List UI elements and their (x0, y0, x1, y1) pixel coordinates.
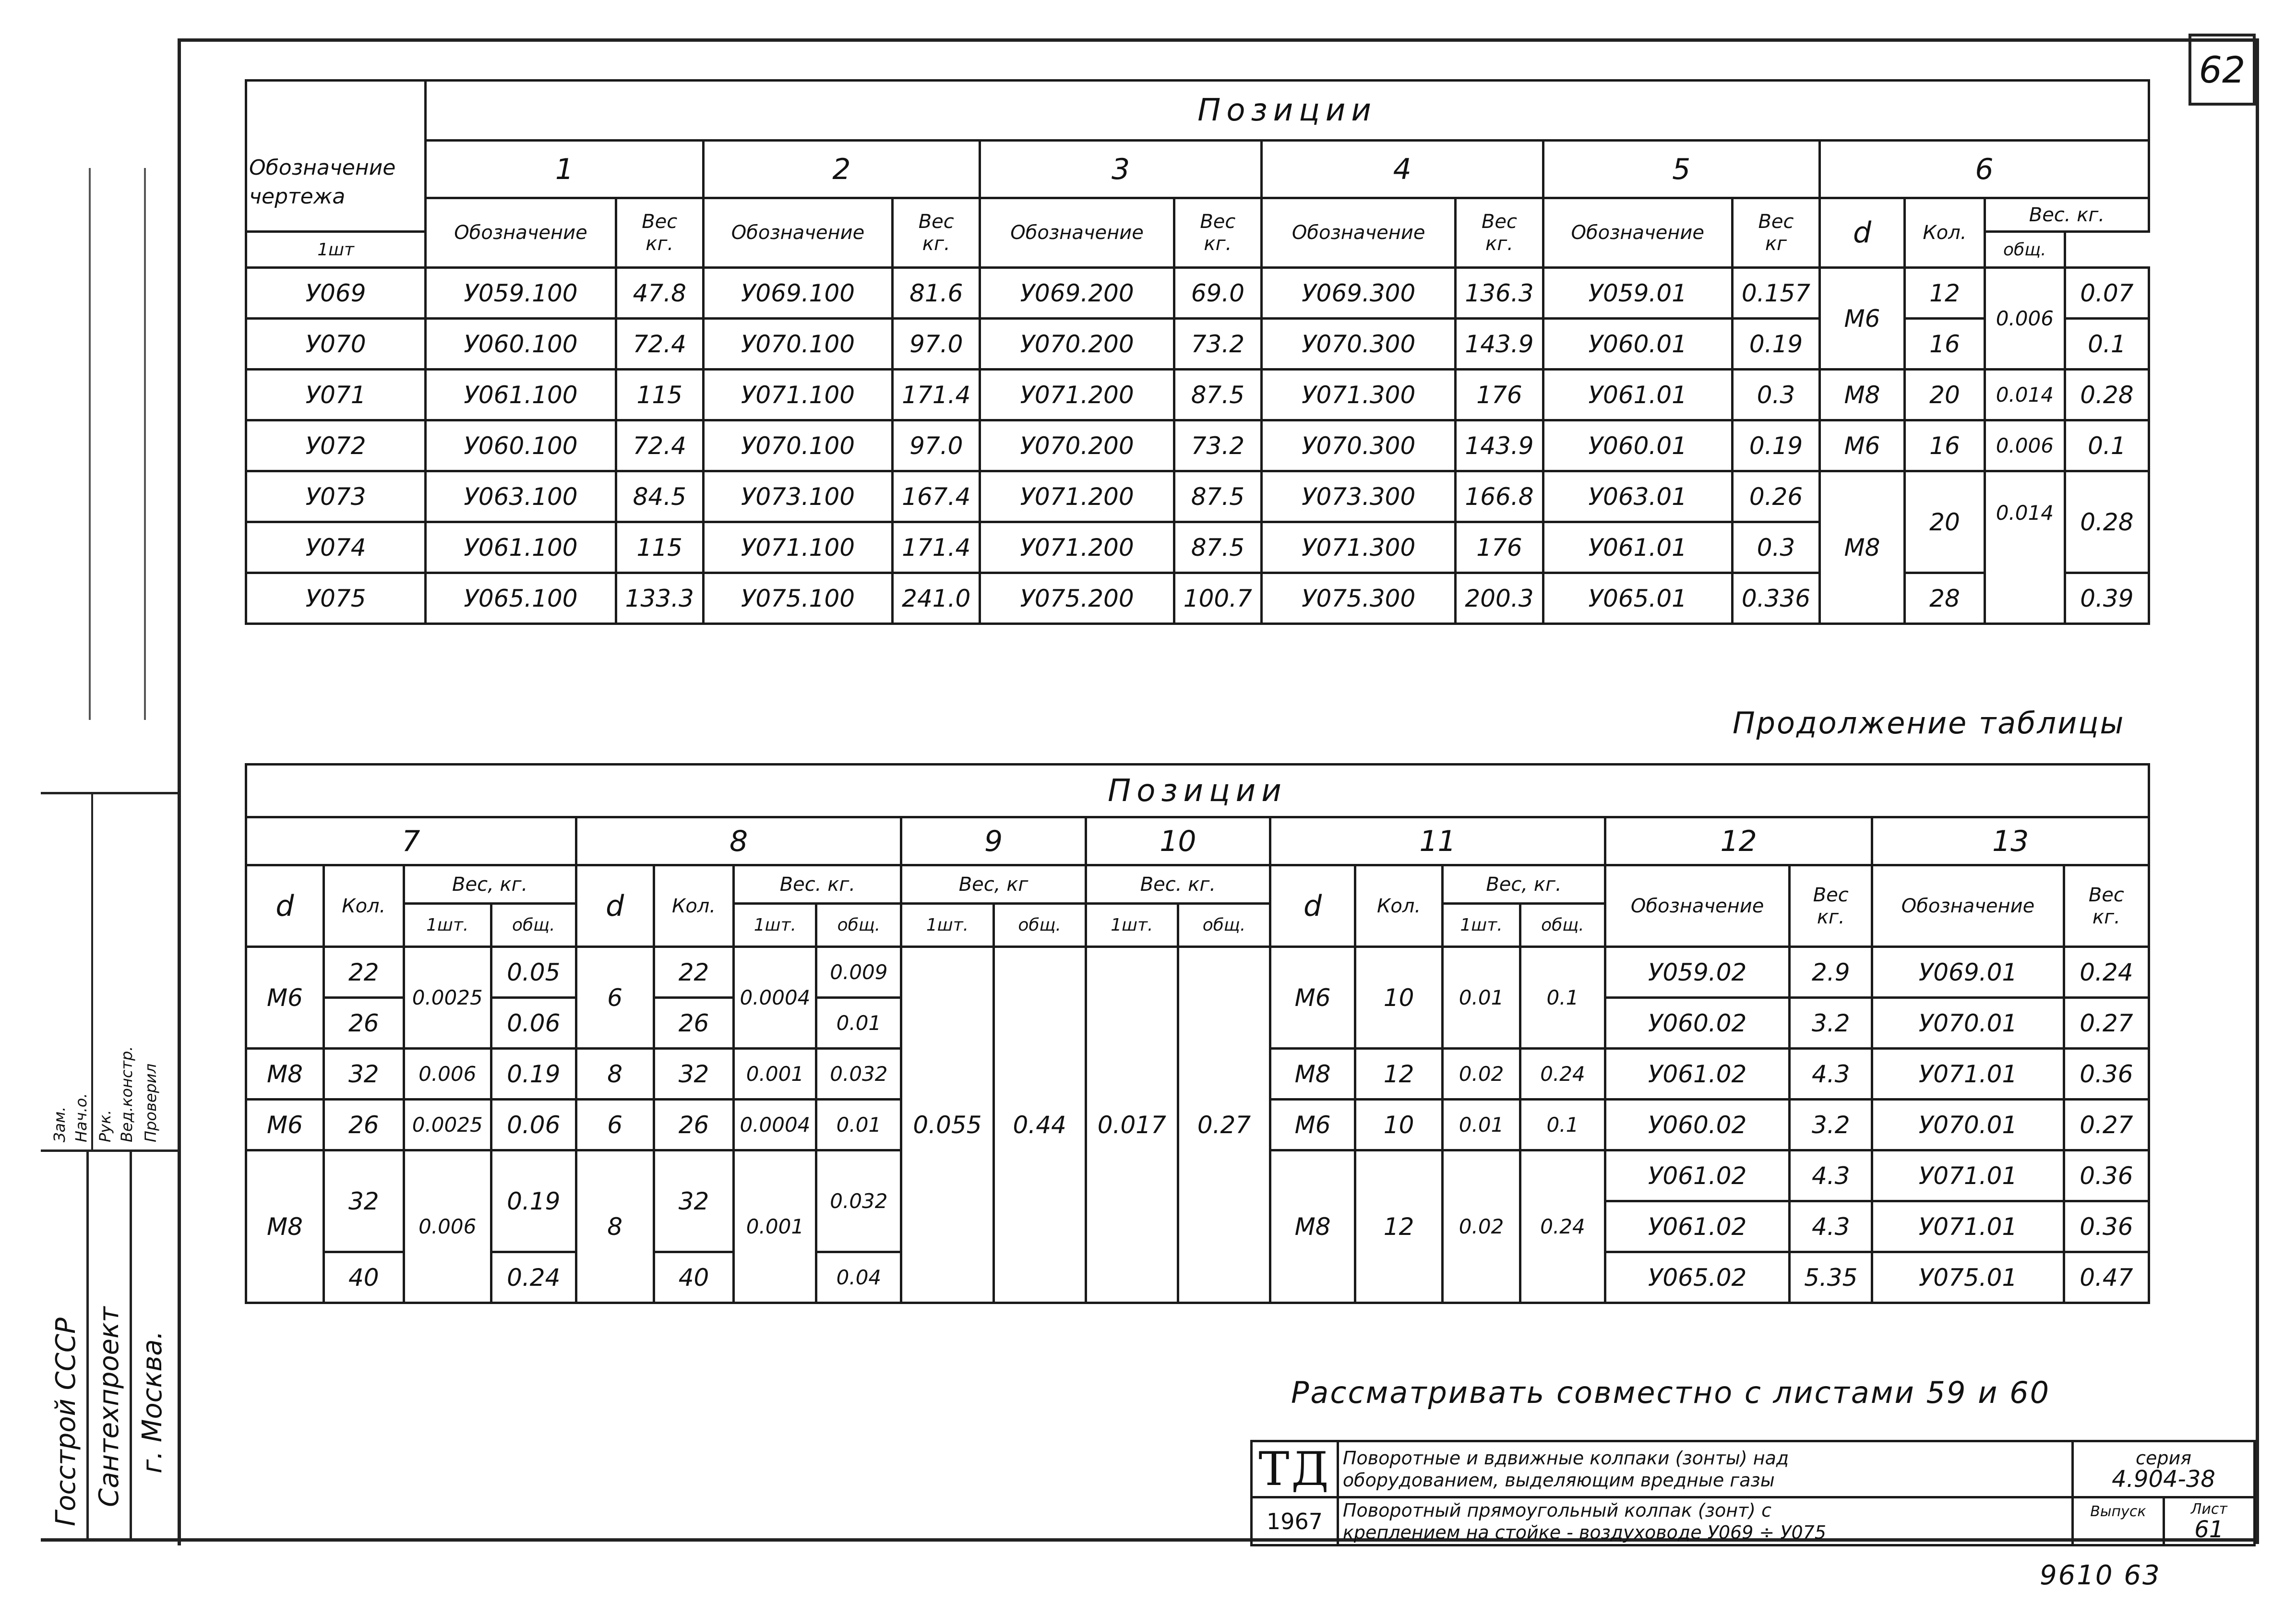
side-org-1: Госстрой СССР (50, 1317, 82, 1526)
note-caption: Рассматривать совместно с листами 59 и 60 (1291, 1375, 2051, 1410)
table-row (246, 420, 2149, 471)
drawing-id: У069 (246, 268, 426, 319)
positions-header: Позиции (426, 81, 2149, 141)
pos9-weight-piece: 0.055 (901, 947, 993, 1303)
pos8-weight-piece: 0.0004 (734, 947, 816, 1049)
pos11-weight-piece: 0.02 (1443, 1049, 1520, 1100)
pos11-d: М8 (1270, 1049, 1355, 1100)
pos7-d: М8 (246, 1150, 324, 1303)
per-piece-header: 1шт (246, 232, 426, 268)
title-block (1250, 1440, 2256, 1546)
pos12-weight: 5.35 (1790, 1252, 1872, 1303)
position-12-header: 12 (1605, 817, 1872, 865)
pos13-designation: У069.01 (1872, 947, 2064, 998)
pos8-weight-total: 0.01 (816, 998, 901, 1049)
pos8-qty: 32 (654, 1150, 734, 1252)
designation-header: Обозначение (1605, 865, 1789, 947)
pos12-weight: 3.2 (1790, 998, 1872, 1049)
sheet-number: 62 (2188, 34, 2256, 106)
total-header: общ. (993, 904, 1086, 947)
pos5-weight: 0.3 (1732, 522, 1819, 573)
pos8-qty: 26 (654, 998, 734, 1049)
pos6-weight-piece: 0.006 (1985, 268, 2065, 370)
drawing-id: У072 (246, 420, 426, 471)
stamp-subtitle (1338, 1497, 2072, 1545)
drawing-id: У073 (246, 471, 426, 522)
pos7-qty: 32 (323, 1049, 404, 1100)
table-positions-7-13 (245, 763, 2150, 1304)
pos13-weight: 0.36 (2064, 1201, 2149, 1252)
pos7-weight-total: 0.06 (491, 998, 576, 1049)
issue-label: Выпуск (2090, 1503, 2146, 1520)
stamp-title-line-1: Поворотные и вдвижные колпаки (зонты) над (1342, 1448, 1789, 1469)
pos3-designation: У070.200 (980, 319, 1174, 370)
side-role-3: Рук. (96, 1110, 114, 1142)
position-9-header: 9 (901, 817, 1086, 865)
pos3-weight: 73.2 (1174, 420, 1261, 471)
pos6-weight-total: 0.39 (2065, 573, 2149, 624)
designation-header: Обозначение (426, 198, 616, 268)
weight-kg-header: Вес. кг. (1086, 865, 1270, 904)
weight-header (616, 198, 703, 268)
weight-word: Вес (1813, 884, 1849, 906)
col-header-line-1: Обозначение (249, 156, 396, 180)
side-org-3: г. Москва. (137, 1330, 168, 1473)
total-header: общ. (491, 904, 576, 947)
pos5-weight: 0.19 (1732, 420, 1819, 471)
pos8-weight-piece: 0.001 (734, 1049, 816, 1100)
pos10-weight-piece: 0.017 (1086, 947, 1178, 1303)
pos7-d: М6 (246, 947, 324, 1049)
pos7-qty: 32 (323, 1150, 404, 1252)
pos8-weight-total: 0.032 (816, 1150, 901, 1252)
side-org-2: Сантехпроект (94, 1306, 125, 1507)
pos11-d: М8 (1270, 1150, 1355, 1303)
pos8-d: 8 (576, 1049, 654, 1100)
pos5-weight: 0.19 (1732, 319, 1819, 370)
pos11-weight-total: 0.24 (1520, 1049, 1605, 1100)
pos4-designation: У070.300 (1261, 319, 1456, 370)
weight-header (1790, 865, 1872, 947)
pos2-weight: 167.4 (893, 471, 980, 522)
side-role-2: Нач.о. (72, 1093, 90, 1142)
qty-header: Кол. (1355, 865, 1443, 947)
pos12-weight: 2.9 (1790, 947, 1872, 998)
pos5-weight: 0.26 (1732, 471, 1819, 522)
d-header: d (1820, 198, 1905, 268)
pos2-weight: 171.4 (893, 522, 980, 573)
pos1-designation: У061.100 (426, 370, 616, 420)
side-upper-line-2 (144, 168, 146, 720)
per-piece-header: 1шт. (404, 904, 491, 947)
d-header: d (576, 865, 654, 947)
pos10-weight-total: 0.27 (1178, 947, 1270, 1303)
position-5-header: 5 (1543, 141, 1820, 198)
pos7-weight-piece: 0.006 (404, 1150, 491, 1303)
pos4-weight: 200.3 (1456, 573, 1543, 624)
pos6-weight-total: 0.1 (2065, 319, 2149, 370)
position-3-header: 3 (980, 141, 1262, 198)
pos4-weight: 166.8 (1456, 471, 1543, 522)
positions-header-2: Позиции (246, 765, 2149, 817)
pos8-weight-total: 0.032 (816, 1049, 901, 1100)
position-13-header: 13 (1872, 817, 2149, 865)
weight-kg-header: Вес. кг. (734, 865, 901, 904)
side-role-4: Вед.констр. (118, 1046, 136, 1142)
pos4-weight: 143.9 (1456, 319, 1543, 370)
pos4-weight: 176 (1456, 522, 1543, 573)
pos5-weight: 0.157 (1732, 268, 1819, 319)
drawing-id: У075 (246, 573, 426, 624)
pos6-qty: 16 (1905, 420, 1985, 471)
pos12-designation: У061.02 (1605, 1201, 1789, 1252)
position-8-header: 8 (576, 817, 901, 865)
pos6-qty: 28 (1905, 573, 1985, 624)
table-row (246, 370, 2149, 420)
pos9-weight-total: 0.44 (993, 947, 1086, 1303)
weight-unit: кг. (1817, 906, 1845, 928)
weight-kg-header: Вес, кг. (404, 865, 576, 904)
weight-kg-header: Вес, кг. (1443, 865, 1605, 904)
pos6-weight-piece: 0.014 (1985, 471, 2065, 624)
weight-word: Вес (642, 211, 678, 233)
pos6-weight-total: 0.28 (2065, 370, 2149, 420)
pos11-weight-piece: 0.01 (1443, 947, 1520, 1049)
pos13-weight: 0.27 (2064, 1100, 2149, 1150)
continuation-caption: Продолжение таблицы (1733, 706, 2125, 741)
per-piece-header: 1шт. (1086, 904, 1178, 947)
bottom-code: 9610 63 (2040, 1560, 2161, 1591)
pos1-designation: У065.100 (426, 573, 616, 624)
pos11-qty: 10 (1355, 947, 1443, 1049)
weight-unit: кг. (2092, 906, 2120, 928)
pos11-qty: 10 (1355, 1100, 1443, 1150)
pos6-d: М8 (1820, 370, 1905, 420)
side-role-1: Зам. (50, 1106, 69, 1142)
side-vline-2 (130, 1149, 132, 1541)
weight-word: Вес (1200, 211, 1236, 233)
pos7-weight-total: 0.19 (491, 1150, 576, 1252)
pos13-designation: У071.01 (1872, 1049, 2064, 1100)
pos6-qty: 12 (1905, 268, 1985, 319)
pos2-weight: 241.0 (893, 573, 980, 624)
designation-header: Обозначение (1543, 198, 1732, 268)
pos13-weight: 0.36 (2064, 1049, 2149, 1100)
d-header: d (246, 865, 324, 947)
pos1-weight: 115 (616, 370, 703, 420)
pos8-weight-total: 0.01 (816, 1100, 901, 1150)
pos12-weight: 4.3 (1790, 1201, 1872, 1252)
drawing-id: У071 (246, 370, 426, 420)
stamp-series (2073, 1441, 2255, 1497)
pos11-d: М6 (1270, 1100, 1355, 1150)
pos7-qty: 26 (323, 1100, 404, 1150)
pos3-weight: 100.7 (1174, 573, 1261, 624)
pos7-weight-piece: 0.0025 (404, 1100, 491, 1150)
pos1-weight: 72.4 (616, 319, 703, 370)
pos6-d: М6 (1820, 420, 1905, 471)
pos8-weight-piece: 0.0004 (734, 1100, 816, 1150)
total-header: общ. (1520, 904, 1605, 947)
pos6-weight-total: 0.28 (2065, 471, 2149, 573)
pos2-weight: 97.0 (893, 420, 980, 471)
pos6-qty: 20 (1905, 471, 1985, 573)
pos2-weight: 81.6 (893, 268, 980, 319)
drawing-id: У070 (246, 319, 426, 370)
pos3-designation: У070.200 (980, 420, 1174, 471)
pos2-designation: У073.100 (703, 471, 892, 522)
pos2-designation: У070.100 (703, 319, 892, 370)
pos1-weight: 115 (616, 522, 703, 573)
pos3-designation: У071.200 (980, 522, 1174, 573)
pos7-qty: 40 (323, 1252, 404, 1303)
pos6-weight-total: 0.07 (2065, 268, 2149, 319)
pos4-designation: У073.300 (1261, 471, 1456, 522)
weight-unit: кг. (1204, 233, 1232, 255)
pos8-weight-total: 0.009 (816, 947, 901, 998)
per-piece-header: 1шт. (1443, 904, 1520, 947)
pos5-designation: У061.01 (1543, 370, 1732, 420)
pos8-qty: 26 (654, 1100, 734, 1150)
table-row (246, 471, 2149, 522)
pos11-weight-piece: 0.01 (1443, 1100, 1520, 1150)
sheet-value: 61 (2194, 1516, 2224, 1543)
pos2-designation: У075.100 (703, 573, 892, 624)
pos2-weight: 171.4 (893, 370, 980, 420)
pos11-qty: 12 (1355, 1049, 1443, 1100)
pos1-designation: У060.100 (426, 319, 616, 370)
pos13-designation: У071.01 (1872, 1201, 2064, 1252)
pos4-weight: 176 (1456, 370, 1543, 420)
pos11-d: М6 (1270, 947, 1355, 1049)
position-6-header: 6 (1820, 141, 2149, 198)
d-header: d (1270, 865, 1355, 947)
pos11-weight-total: 0.24 (1520, 1150, 1605, 1303)
pos2-designation: У071.100 (703, 370, 892, 420)
pos12-designation: У061.02 (1605, 1049, 1789, 1100)
weight-header (893, 198, 980, 268)
pos7-qty: 22 (323, 947, 404, 998)
table-row (246, 268, 2149, 319)
pos6-weight-piece: 0.006 (1985, 420, 2065, 471)
pos12-designation: У061.02 (1605, 1150, 1789, 1201)
col-header-drawing-designation (246, 81, 426, 232)
pos12-weight: 4.3 (1790, 1150, 1872, 1201)
pos13-weight: 0.27 (2064, 998, 2149, 1049)
pos8-qty: 32 (654, 1049, 734, 1100)
position-7-header: 7 (246, 817, 576, 865)
total-header: общ. (1178, 904, 1270, 947)
pos1-designation: У063.100 (426, 471, 616, 522)
pos6-qty: 20 (1905, 370, 1985, 420)
table-row (246, 947, 2149, 998)
pos1-weight: 84.5 (616, 471, 703, 522)
pos2-weight: 97.0 (893, 319, 980, 370)
side-role-5: Проверил (142, 1063, 160, 1142)
td-mark: ТД (1252, 1441, 1338, 1497)
pos3-weight: 87.5 (1174, 471, 1261, 522)
issue-cell (2073, 1497, 2164, 1545)
weight-word: Вес (918, 211, 954, 233)
pos5-designation: У061.01 (1543, 522, 1732, 573)
pos7-qty: 26 (323, 998, 404, 1049)
pos3-weight: 69.0 (1174, 268, 1261, 319)
pos8-d: 6 (576, 947, 654, 1049)
stamp-title (1338, 1441, 2072, 1497)
pos8-weight-total: 0.04 (816, 1252, 901, 1303)
pos5-designation: У060.01 (1543, 319, 1732, 370)
designation-header: Обозначение (1872, 865, 2064, 947)
pos3-weight: 87.5 (1174, 370, 1261, 420)
col-header-line-2: чертежа (249, 184, 346, 209)
pos5-designation: У065.01 (1543, 573, 1732, 624)
table-positions-1-6 (245, 79, 2150, 625)
pos1-designation: У060.100 (426, 420, 616, 471)
stamp-year: 1967 (1252, 1497, 1338, 1545)
weight-header (1732, 198, 1819, 268)
pos5-weight: 0.336 (1732, 573, 1819, 624)
pos5-designation: У059.01 (1543, 268, 1732, 319)
pos6-weight-piece: 0.014 (1985, 370, 2065, 420)
total-header: общ. (1985, 232, 2065, 268)
pos11-weight-total: 0.1 (1520, 1100, 1605, 1150)
pos3-designation: У071.200 (980, 471, 1174, 522)
pos4-designation: У071.300 (1261, 522, 1456, 573)
pos7-d: М8 (246, 1049, 324, 1100)
pos7-weight-piece: 0.006 (404, 1049, 491, 1100)
per-piece-header: 1шт. (901, 904, 993, 947)
pos13-designation: У070.01 (1872, 1100, 2064, 1150)
pos12-designation: У065.02 (1605, 1252, 1789, 1303)
qty-header: Кол. (654, 865, 734, 947)
position-1-header: 1 (426, 141, 704, 198)
total-header: общ. (816, 904, 901, 947)
pos4-weight: 143.9 (1456, 420, 1543, 471)
pos12-designation: У060.02 (1605, 998, 1789, 1049)
pos13-weight: 0.24 (2064, 947, 2149, 998)
position-10-header: 10 (1086, 817, 1270, 865)
position-11-header: 11 (1270, 817, 1605, 865)
pos7-weight-total: 0.24 (491, 1252, 576, 1303)
pos12-weight: 3.2 (1790, 1100, 1872, 1150)
weight-kg-header: Вес, кг (901, 865, 1086, 904)
pos3-designation: У069.200 (980, 268, 1174, 319)
designation-header: Обозначение (980, 198, 1174, 268)
weight-header (1174, 198, 1261, 268)
pos6-qty: 16 (1905, 319, 1985, 370)
pos12-designation: У060.02 (1605, 1100, 1789, 1150)
side-vline-1 (86, 1149, 89, 1541)
pos3-weight: 87.5 (1174, 522, 1261, 573)
pos2-designation: У071.100 (703, 522, 892, 573)
pos1-designation: У059.100 (426, 268, 616, 319)
pos1-weight: 47.8 (616, 268, 703, 319)
pos11-weight-total: 0.1 (1520, 947, 1605, 1049)
side-hline (41, 1149, 180, 1152)
pos12-weight: 4.3 (1790, 1049, 1872, 1100)
pos13-designation: У070.01 (1872, 998, 2064, 1049)
pos2-designation: У069.100 (703, 268, 892, 319)
pos7-d: М6 (246, 1100, 324, 1150)
pos4-designation: У070.300 (1261, 420, 1456, 471)
pos5-weight: 0.3 (1732, 370, 1819, 420)
pos11-qty: 12 (1355, 1150, 1443, 1303)
pos6-d: М8 (1820, 471, 1905, 624)
pos8-qty: 22 (654, 947, 734, 998)
pos13-weight: 0.36 (2064, 1150, 2149, 1201)
pos3-designation: У075.200 (980, 573, 1174, 624)
designation-header: Обозначение (703, 198, 892, 268)
pos5-designation: У063.01 (1543, 471, 1732, 522)
side-upper-line (89, 168, 91, 720)
pos4-designation: У071.300 (1261, 370, 1456, 420)
pos5-designation: У060.01 (1543, 420, 1732, 471)
weight-kg-header: Вес. кг. (1985, 198, 2149, 232)
pos13-designation: У075.01 (1872, 1252, 2064, 1303)
pos1-designation: У061.100 (426, 522, 616, 573)
position-2-header: 2 (703, 141, 980, 198)
sheet-cell (2164, 1497, 2254, 1545)
pos4-designation: У069.300 (1261, 268, 1456, 319)
pos8-weight-piece: 0.001 (734, 1150, 816, 1303)
sheet-label: Лист (2190, 1501, 2227, 1518)
pos7-weight-piece: 0.0025 (404, 947, 491, 1049)
weight-unit: кг. (922, 233, 950, 255)
series-label: серия (2136, 1447, 2191, 1469)
stamp-subtitle-line-1: Поворотный прямоугольный колпак (зонт) с (1342, 1499, 1771, 1521)
pos7-weight-total: 0.05 (491, 947, 576, 998)
pos6-d: М6 (1820, 268, 1905, 370)
pos2-designation: У070.100 (703, 420, 892, 471)
weight-unit: кг. (646, 233, 674, 255)
pos11-weight-piece: 0.02 (1443, 1150, 1520, 1303)
pos8-d: 8 (576, 1150, 654, 1303)
weight-header (2064, 865, 2149, 947)
weight-unit: кг. (1485, 233, 1513, 255)
weight-word: Вес (1481, 211, 1518, 233)
qty-header: Кол. (1905, 198, 1985, 268)
pos6-weight-total: 0.1 (2065, 420, 2149, 471)
pos4-weight: 136.3 (1456, 268, 1543, 319)
stamp-title-line-2: оборудованием, выделяющим вредные газы (1342, 1470, 1775, 1491)
pos7-weight-total: 0.19 (491, 1049, 576, 1100)
pos1-weight: 133.3 (616, 573, 703, 624)
stamp-subtitle-line-2: креплением на стойке - воздуховоде У069 ÷ У075 (1342, 1521, 1827, 1543)
pos13-weight: 0.47 (2064, 1252, 2149, 1303)
qty-header: Кол. (323, 865, 404, 947)
weight-header (1456, 198, 1543, 268)
position-4-header: 4 (1261, 141, 1543, 198)
weight-word: Вес (2088, 884, 2124, 906)
series-value: 4.904-38 (2112, 1465, 2215, 1493)
pos7-weight-total: 0.06 (491, 1100, 576, 1150)
drawing-id: У074 (246, 522, 426, 573)
weight-unit: кг (1765, 233, 1787, 255)
designation-header: Обозначение (1261, 198, 1456, 268)
pos3-designation: У071.200 (980, 370, 1174, 420)
pos8-qty: 40 (654, 1252, 734, 1303)
pos8-d: 6 (576, 1100, 654, 1150)
side-role-line (91, 792, 93, 1149)
pos3-weight: 73.2 (1174, 319, 1261, 370)
weight-word: Вес (1758, 211, 1794, 233)
pos12-designation: У059.02 (1605, 947, 1789, 998)
pos13-designation: У071.01 (1872, 1150, 2064, 1201)
pos4-designation: У075.300 (1261, 573, 1456, 624)
per-piece-header: 1шт. (734, 904, 816, 947)
pos1-weight: 72.4 (616, 420, 703, 471)
